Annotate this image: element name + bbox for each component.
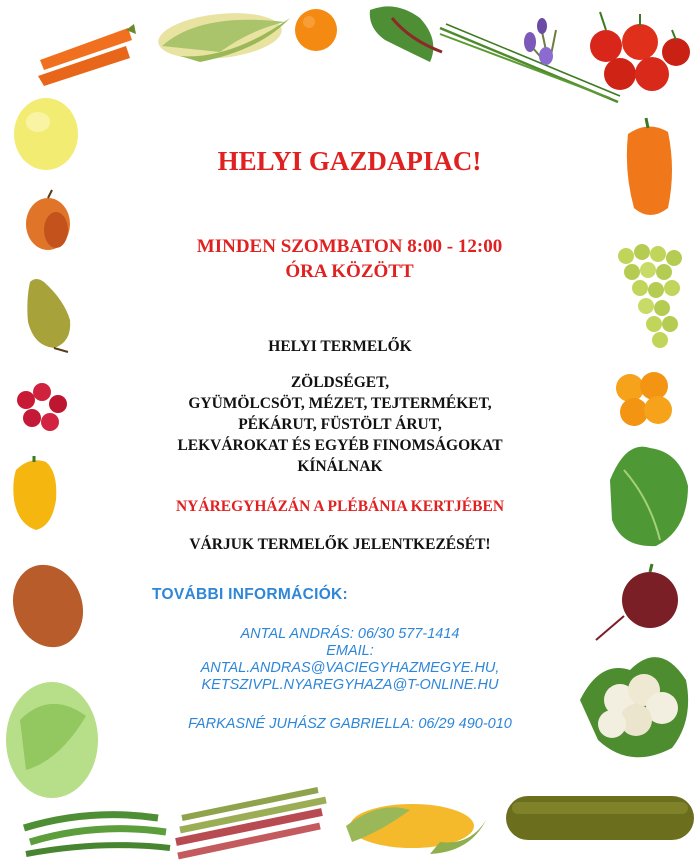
goods-list	[0, 372, 680, 477]
page-title: HELYI GAZDAPIAC!	[217, 146, 482, 176]
goods-line: PÉKÁRUT, FÜSTÖLT ÁRUT,	[238, 416, 442, 433]
second-contact: FARKASNÉ JUHÁSZ GABRIELLA: 06/29 490-010	[188, 716, 512, 732]
more-info-heading: TOVÁBBI INFORMÁCIÓK:	[152, 586, 349, 603]
schedule-line: MINDEN SZOMBATON 8:00 - 12:00	[196, 236, 503, 257]
goods-line: LEKVÁROKAT ÉS EGYÉB FINOMSÁGOKAT	[177, 437, 503, 454]
goods-line: GYÜMÖLCSÖT, MÉZET, TEJTERMÉKET,	[188, 395, 492, 412]
goods-line: KÍNÁLNAK	[297, 458, 383, 475]
producers-heading: HELYI TERMELŐK	[268, 338, 412, 355]
email-link[interactable]: ANTAL.ANDRAS@VACIEGYHAZMEGYE.HU,	[200, 660, 500, 676]
contact-block	[0, 626, 699, 694]
contact-line: ANTAL ANDRÁS: 06/30 577-1414	[240, 626, 460, 642]
invitation: VÁRJUK TERMELŐK JELENTKEZÉSÉT!	[189, 536, 491, 553]
schedule-line: ÓRA KÖZÖTT	[285, 261, 414, 282]
contact-line: EMAIL:	[326, 643, 374, 659]
goods-line: ZÖLDSÉGET,	[290, 374, 390, 391]
schedule	[0, 234, 699, 284]
location: NYÁREGYHÁZÁN A PLÉBÁNIA KERTJÉBEN	[175, 498, 505, 515]
email-link[interactable]: KETSZIVPL.NYAREGYHAZA@T-ONLINE.HU	[201, 677, 499, 693]
